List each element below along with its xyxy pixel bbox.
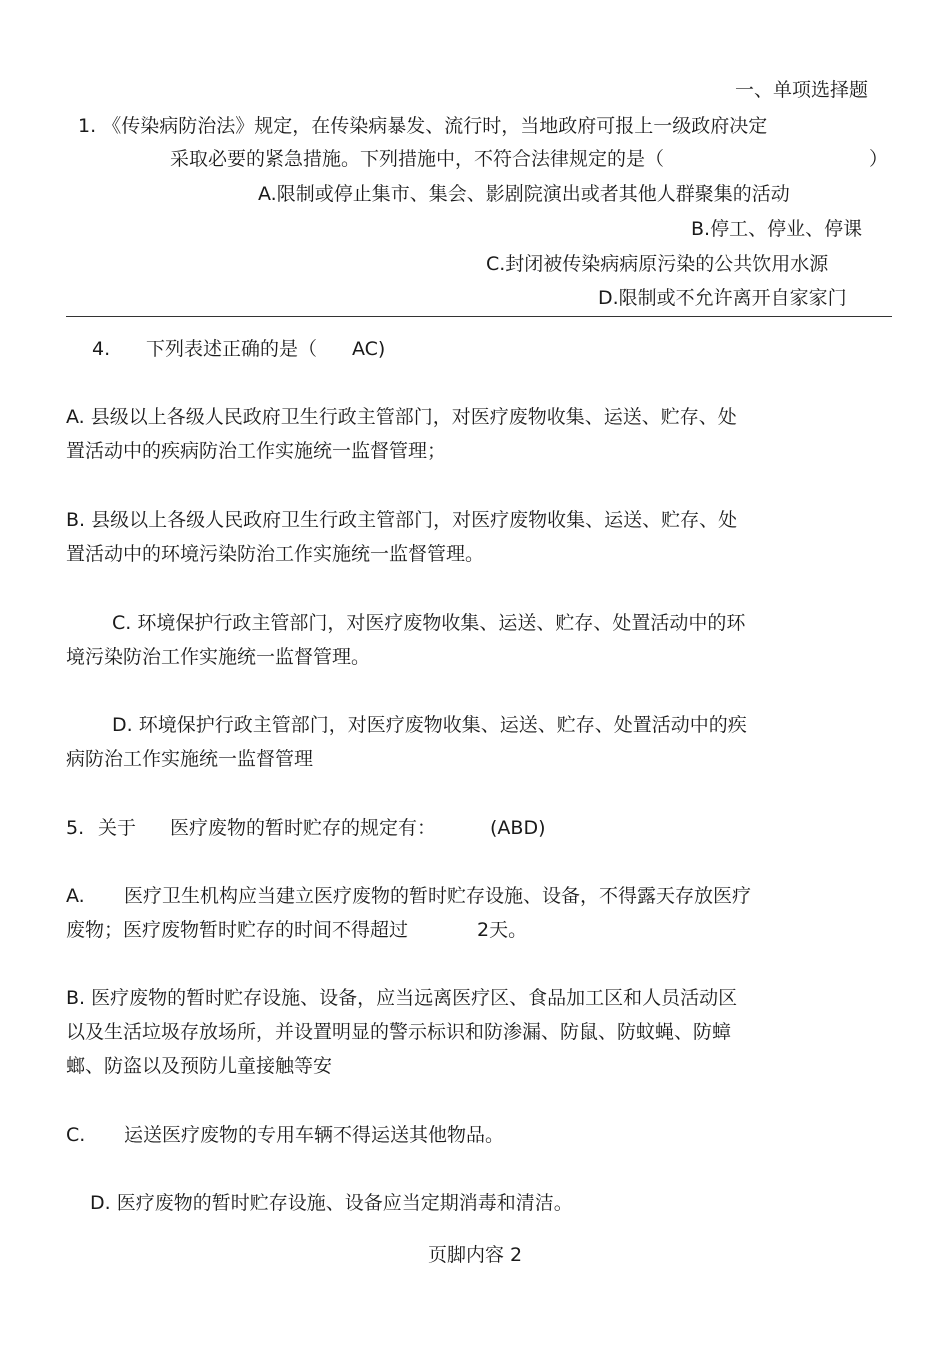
q4-option-a-label: A. [66, 406, 85, 428]
q1-option-a: A.限制或停止集市、集会、影剧院演出或者其他人群聚集的活动 [258, 183, 790, 205]
q5-option-b [66, 989, 737, 1008]
q1-text-line2: 采取必要的紧急措施。下列措施中，不符合法律规定的是（ [170, 148, 665, 170]
q5-number: 5. [66, 817, 85, 839]
q4-option-c [112, 614, 745, 633]
q5-option-d-label: D. [90, 1192, 111, 1214]
q5-answer: (ABD) [490, 817, 546, 839]
q4-option-d-line2: 病防治工作实施统一监督管理 [66, 748, 314, 770]
q4-option-d-label: D. [112, 714, 133, 736]
q5-option-a-line2b: 2天。 [477, 919, 528, 941]
q1-number: 1. [78, 115, 97, 137]
q5-option-b-line1: 医疗废物的暂时贮存设施、设备，应当远离医疗区、食品加工区和人员活动区 [91, 987, 738, 1009]
q1-text-line1: 《传染病防治法》规定，在传染病暴发、流行时，当地政府可报上一级政府决定 [102, 115, 768, 137]
q1-option-d: D.限制或不允许离开自家家门 [598, 287, 847, 309]
q4-option-a-line1: 县级以上各级人民政府卫生行政主管部门，对医疗废物收集、运送、贮存、处 [90, 406, 737, 428]
q4-option-a-line2: 置活动中的疾病防治工作实施统一监督管理； [66, 440, 447, 462]
q5-option-d [90, 1194, 573, 1213]
q5-option-a-line1: 医疗卫生机构应当建立医疗废物的暂时贮存设施、设备，不得露天存放医疗 [124, 885, 752, 907]
q4-option-b-line1: 县级以上各级人民政府卫生行政主管部门，对医疗废物收集、运送、贮存、处 [91, 509, 738, 531]
q5-option-a-label: A. [66, 885, 85, 907]
q5-option-b-line3: 螂、防盗以及预防儿童接触等安 [66, 1055, 333, 1077]
page-footer: 页脚内容 2 [428, 1244, 523, 1266]
q4-answer: AC) [352, 338, 386, 360]
q4-option-d [112, 716, 747, 735]
q1-option-b: B.停工、停业、停课 [691, 218, 863, 240]
q5-option-d-line1: 医疗废物的暂时贮存设施、设备应当定期消毒和清洁。 [116, 1192, 573, 1214]
q1-line1 [78, 117, 767, 136]
q4-option-a [66, 408, 737, 427]
q5-option-c-label: C. [66, 1124, 86, 1146]
q4-option-d-line1: 环境保护行政主管部门，对医疗废物收集、运送、贮存、处置活动中的疾 [138, 714, 747, 736]
q1-option-c: C.封闭被传染病病原污染的公共饮用水源 [486, 253, 829, 275]
section-divider [66, 316, 892, 317]
q5-option-c-line1: 运送医疗废物的专用车辆不得运送其他物品。 [124, 1124, 505, 1146]
q4-option-c-line1: 环境保护行政主管部门，对医疗废物收集、运送、贮存、处置活动中的环 [137, 612, 746, 634]
q5-option-b-label: B. [66, 987, 86, 1009]
q5-option-b-line2: 以及生活垃圾存放场所，并设置明显的警示标识和防渗漏、防鼠、防蚊蝇、防蟑 [66, 1021, 732, 1043]
q5-about: 关于 [98, 817, 137, 839]
q1-close-paren: ） [869, 148, 889, 170]
q5-stem: 医疗废物的暂时贮存的规定有： [170, 817, 437, 839]
q4-option-b-label: B. [66, 509, 86, 531]
section-title: 一、单项选择题 [735, 79, 869, 101]
q4-option-c-label: C. [112, 612, 132, 634]
q4-option-b-line2: 置活动中的环境污染防治工作实施统一监督管理。 [66, 543, 485, 565]
q4-number: 4. [92, 338, 111, 360]
q4-option-c-line2: 境污染防治工作实施统一监督管理。 [66, 646, 371, 668]
q4-stem: 下列表述正确的是（ [146, 338, 318, 360]
q4-option-b [66, 511, 737, 530]
q5-option-a-line2a: 废物；医疗废物暂时贮存的时间不得超过 [66, 919, 409, 941]
